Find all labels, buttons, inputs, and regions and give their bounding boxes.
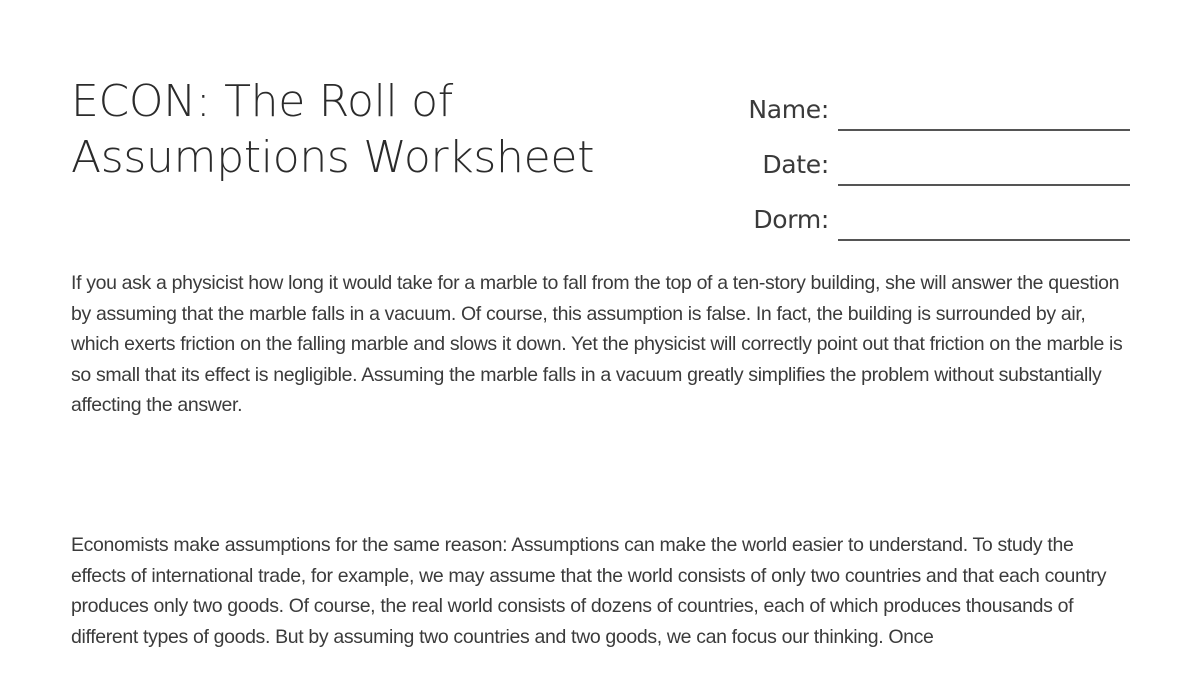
- name-label: Name:: [748, 95, 829, 124]
- worksheet-title: ECON: The Roll of Assumptions Worksheet: [71, 76, 595, 183]
- dorm-label: Dorm:: [753, 205, 829, 234]
- date-blank-line[interactable]: [838, 144, 1130, 186]
- dorm-blank-line[interactable]: [838, 199, 1130, 241]
- student-info-fields: [700, 74, 1130, 239]
- name-blank-line[interactable]: [838, 89, 1130, 131]
- dorm-field[interactable]: [700, 184, 1130, 239]
- date-field[interactable]: [700, 129, 1130, 184]
- paragraph-economists: Economists make assumptions for the same reason: Assumptions can make the world easier to understand. To study the effects of international trade, for example, we may assume that the world consists of only two countries and that each country produces only two goods. Of course, the real world consists of dozens of countries, each of which produces thousands of different types of goods. But by assuming two countries and two goods, we can focus our thinking. Once: [71, 534, 1107, 648]
- paragraph-physicist: If you ask a physicist how long it would take for a marble to fall from the top of a ten-story building, she will answer the question by assuming that the marble falls in a vacuum. Of course, this assumption is false. In fact, the building is surrounded by air, which exerts friction on the falling marble and slows it down. Yet the physicist will correctly point out that friction on the marble is so small that its effect is negligible. Assuming the marble falls in a vacuum greatly simplifies the problem without substantially affecting the answer.: [71, 272, 1123, 417]
- date-label: Date:: [762, 150, 829, 179]
- name-field[interactable]: [700, 74, 1130, 129]
